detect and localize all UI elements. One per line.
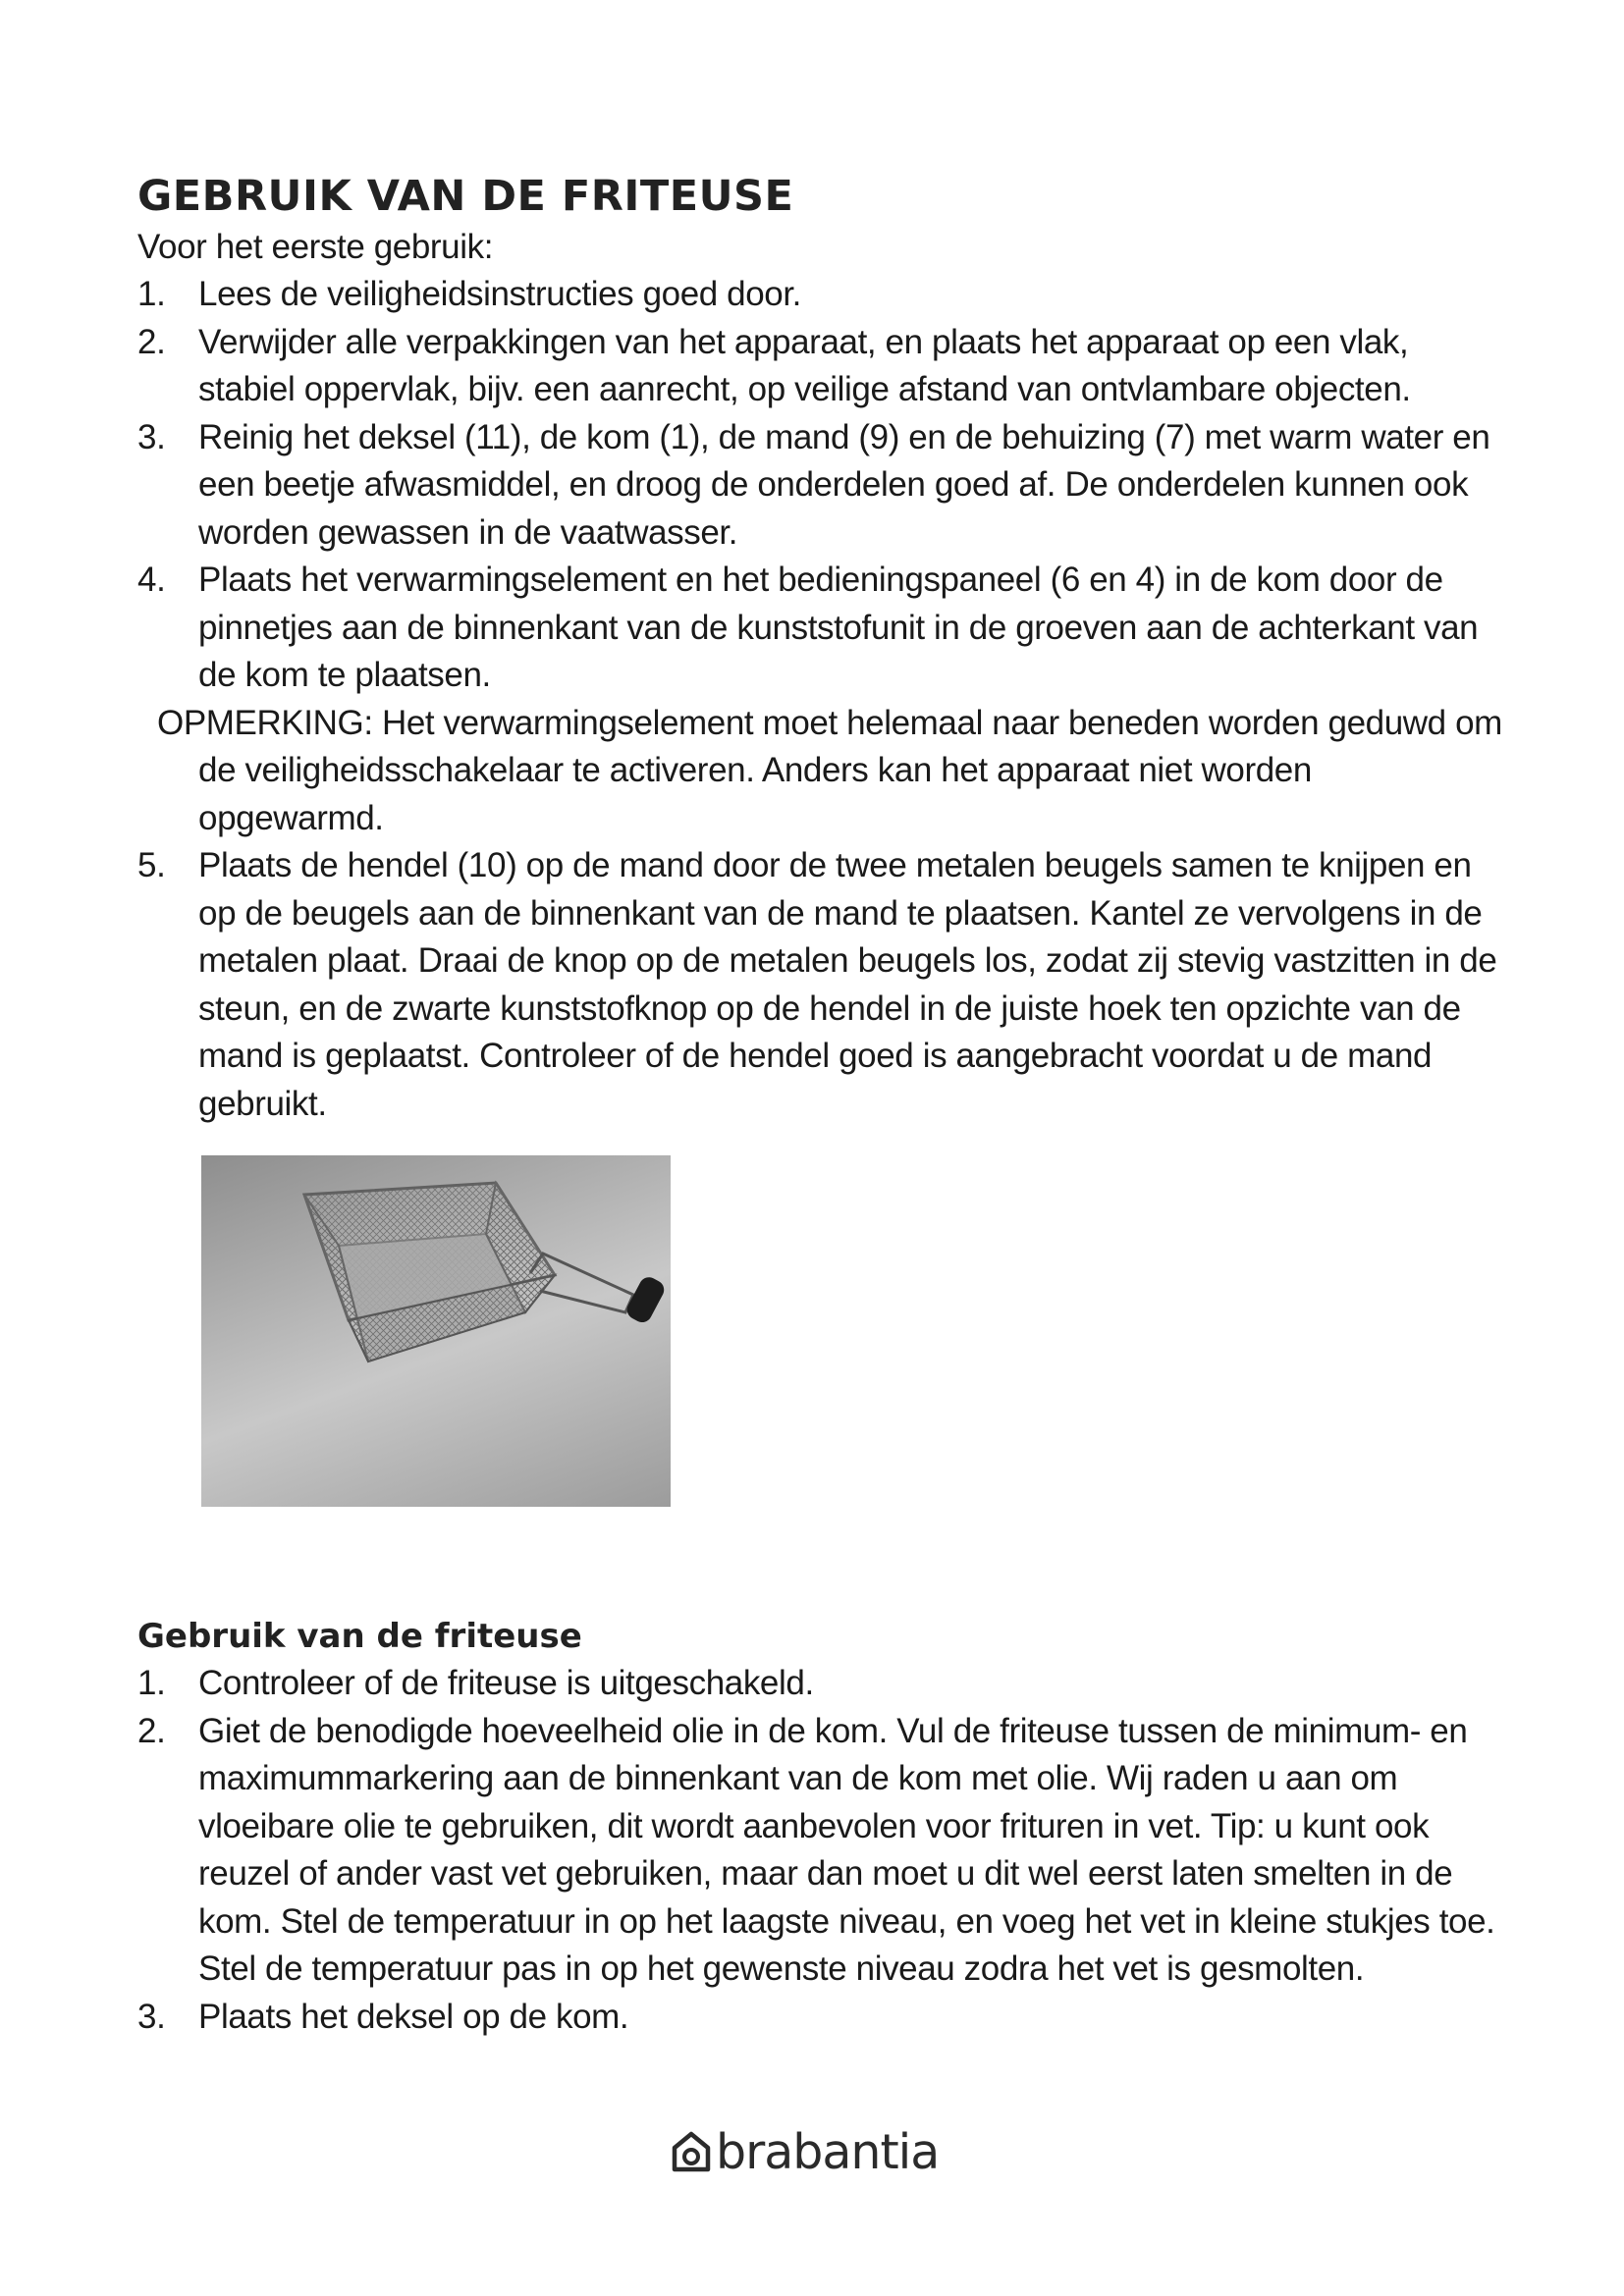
- fryer-basket-illustration: [201, 1155, 671, 1507]
- step-number: 3.: [137, 417, 166, 456]
- step-number: 3.: [137, 1997, 166, 2036]
- basket-photo: [201, 1155, 671, 1507]
- step-number: 5.: [137, 846, 166, 884]
- step-text: Lees de veiligheidsinstructies goed door.: [198, 275, 802, 313]
- list-item: [137, 1994, 1502, 2042]
- step-text: Verwijder alle verpakkingen van het apparaat, en plaats het apparaat op een vlak, stabiel oppervlak, bijv. een aanrecht, op veilige afstand van ontvlambare objecten.: [198, 322, 1411, 408]
- list-item: [137, 319, 1502, 414]
- list-item: [137, 414, 1502, 558]
- list-item: [137, 1660, 1502, 1708]
- subsection-title: Gebruik van de friteuse: [137, 1617, 582, 1656]
- step-number: 2.: [137, 1711, 166, 1750]
- step-number: 2.: [137, 322, 166, 361]
- list-item: [137, 1708, 1502, 1994]
- list-item: [137, 842, 1502, 1128]
- step-text: Plaats de hendel (10) op de mand door de twee metalen beugels samen te knijpen en op de beugels aan de binnenkant van de mand te plaatsen. Kantel ze vervolgens in de metalen plaat. Draai de knop op de metalen beugels los, zodat zij stevig vastzitten in de steun, en de zwarte kunststofknop op de hendel in de juiste hoek ten opzichte van de mand is geplaatst. Controleer of de hendel goed is aangebracht voordat u de mand gebruikt.: [198, 846, 1497, 1123]
- section-title: GEBRUIK VAN DE FRITEUSE: [137, 172, 794, 221]
- first-use-steps: [137, 271, 1502, 700]
- first-use-steps-continued: [137, 842, 1502, 1128]
- list-item: [137, 557, 1502, 700]
- step-text: Plaats het verwarmingselement en het bedieningspaneel (6 en 4) in de kom door de pinnetjes aan de binnenkant van de kunststofunit in de groeven aan de achterkant van de kom te plaatsen.: [198, 561, 1479, 694]
- brabantia-house-icon: [671, 2130, 712, 2173]
- page-content: [137, 169, 1502, 2041]
- brand-logo: [671, 2122, 939, 2181]
- step-text: Controleer of de friteuse is uitgeschakeld.: [198, 1664, 814, 1702]
- step-number: 1.: [137, 1664, 166, 1702]
- usage-steps: [137, 1660, 1502, 2041]
- intro-text: Voor het eerste gebruik:: [137, 228, 494, 266]
- step-number: 4.: [137, 561, 166, 599]
- step-text: Plaats het deksel op de kom.: [198, 1997, 629, 2036]
- logo-text: brabantia: [716, 2123, 940, 2180]
- note-text: OPMERKING: Het verwarmingselement moet helemaal naar beneden worden geduwd om de veiligheidsschakelaar te activeren. Anders kan het apparaat niet worden opgewarmd.: [157, 703, 1502, 837]
- list-item: [137, 271, 1502, 319]
- step-text: Reinig het deksel (11), de kom (1), de mand (9) en de behuizing (7) met warm water en een beetje afwasmiddel, en droog de onderdelen goed af. De onderdelen kunnen ook worden gewassen in de vaatwasser.: [198, 417, 1490, 552]
- step-number: 1.: [137, 275, 166, 313]
- step-text: Giet de benodigde hoeveelheid olie in de kom. Vul de friteuse tussen de minimum- en maximummarkering aan de binnenkant van de kom met olie. Wij raden u aan om vloeibare olie te gebruiken, dit wordt aanbevolen voor frituren in vet. Tip: u kunt ook reuzel of ander vast vet gebruiken, maar dan moet u dit wel eerst laten smelten in de kom. Stel de temperatuur in op het laagste niveau, en voeg het vet in kleine stukjes toe. Stel de temperatuur pas in op het gewenste niveau zodra het vet is gesmolten.: [198, 1711, 1495, 1988]
